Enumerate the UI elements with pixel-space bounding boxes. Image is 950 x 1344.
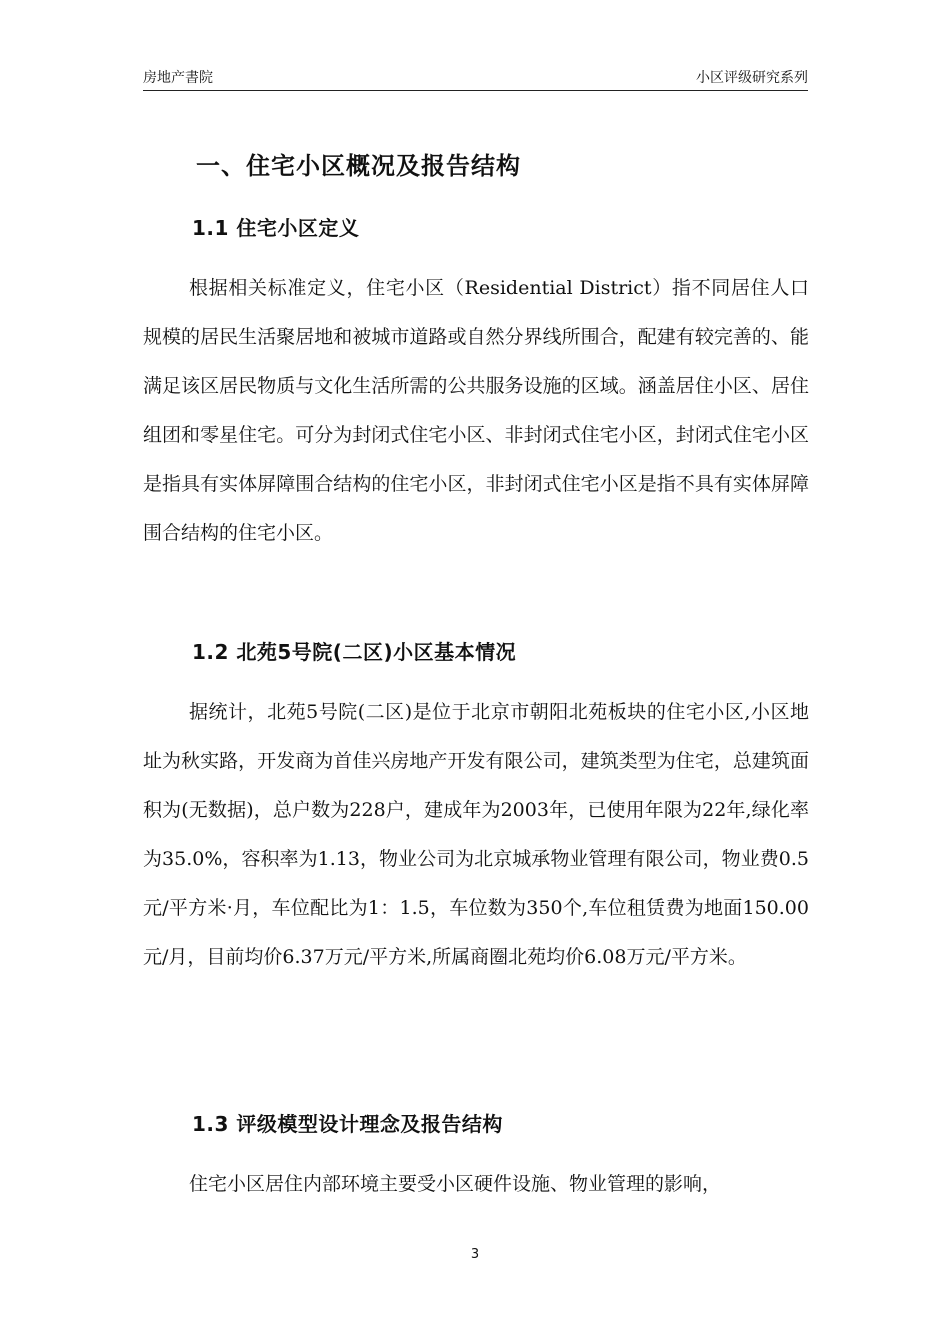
header-series-title: 小区评级研究系列 [696, 70, 808, 86]
chapter-title: 一、住宅小区概况及报告结构 [196, 152, 521, 180]
page-number: 3 [470, 1247, 480, 1262]
section-paragraph-1-2: 据统计，北苑5号院(二区)是位于北京市朝阳北苑板块的住宅小区,小区地址为秋实路，开发商为首佳兴房地产开发有限公司，建筑类型为住宅，总建筑面积为(无数据)，总户数为228户，建成年为2003年，已使用年限为22年,绿化率为35.0%，容积率为1.13，物业公司为北京城承物业管理有限公司，物业费0.5元/平方米·月，车位配比为1：1.5，车位数为350个,车位租赁费为地面150.00元/月，目前均价6.37万元/平方米,所属商圈北苑均价6.08万元/平方米。 [143, 701, 809, 968]
section-heading-1-2: 1.2 北苑5号院(二区)小区基本情况 [192, 640, 517, 664]
section-heading-1-1: 1.1 住宅小区定义 [192, 216, 360, 240]
section-heading-1-3: 1.3 评级模型设计理念及报告结构 [192, 1112, 503, 1136]
page-header [143, 64, 808, 91]
header-publisher: 房地产書院 [143, 70, 213, 86]
section-paragraph-1-3: 住宅小区居住内部环境主要受小区硬件设施、物业管理的影响， [189, 1173, 722, 1195]
section-paragraph-1-1: 根据相关标准定义，住宅小区（Residential District）指不同居住人口规模的居民生活聚居地和被城市道路或自然分界线所围合，配建有较完善的、能满足该区居民物质与文化生活所需的公共服务设施的区域。涵盖居住小区、居住组团和零星住宅。可分为封闭式住宅小区、非封闭式住宅小区，封闭式住宅小区是指具有实体屏障围合结构的住宅小区，非封闭式住宅小区是指不具有实体屏障围合结构的住宅小区。 [143, 277, 809, 544]
